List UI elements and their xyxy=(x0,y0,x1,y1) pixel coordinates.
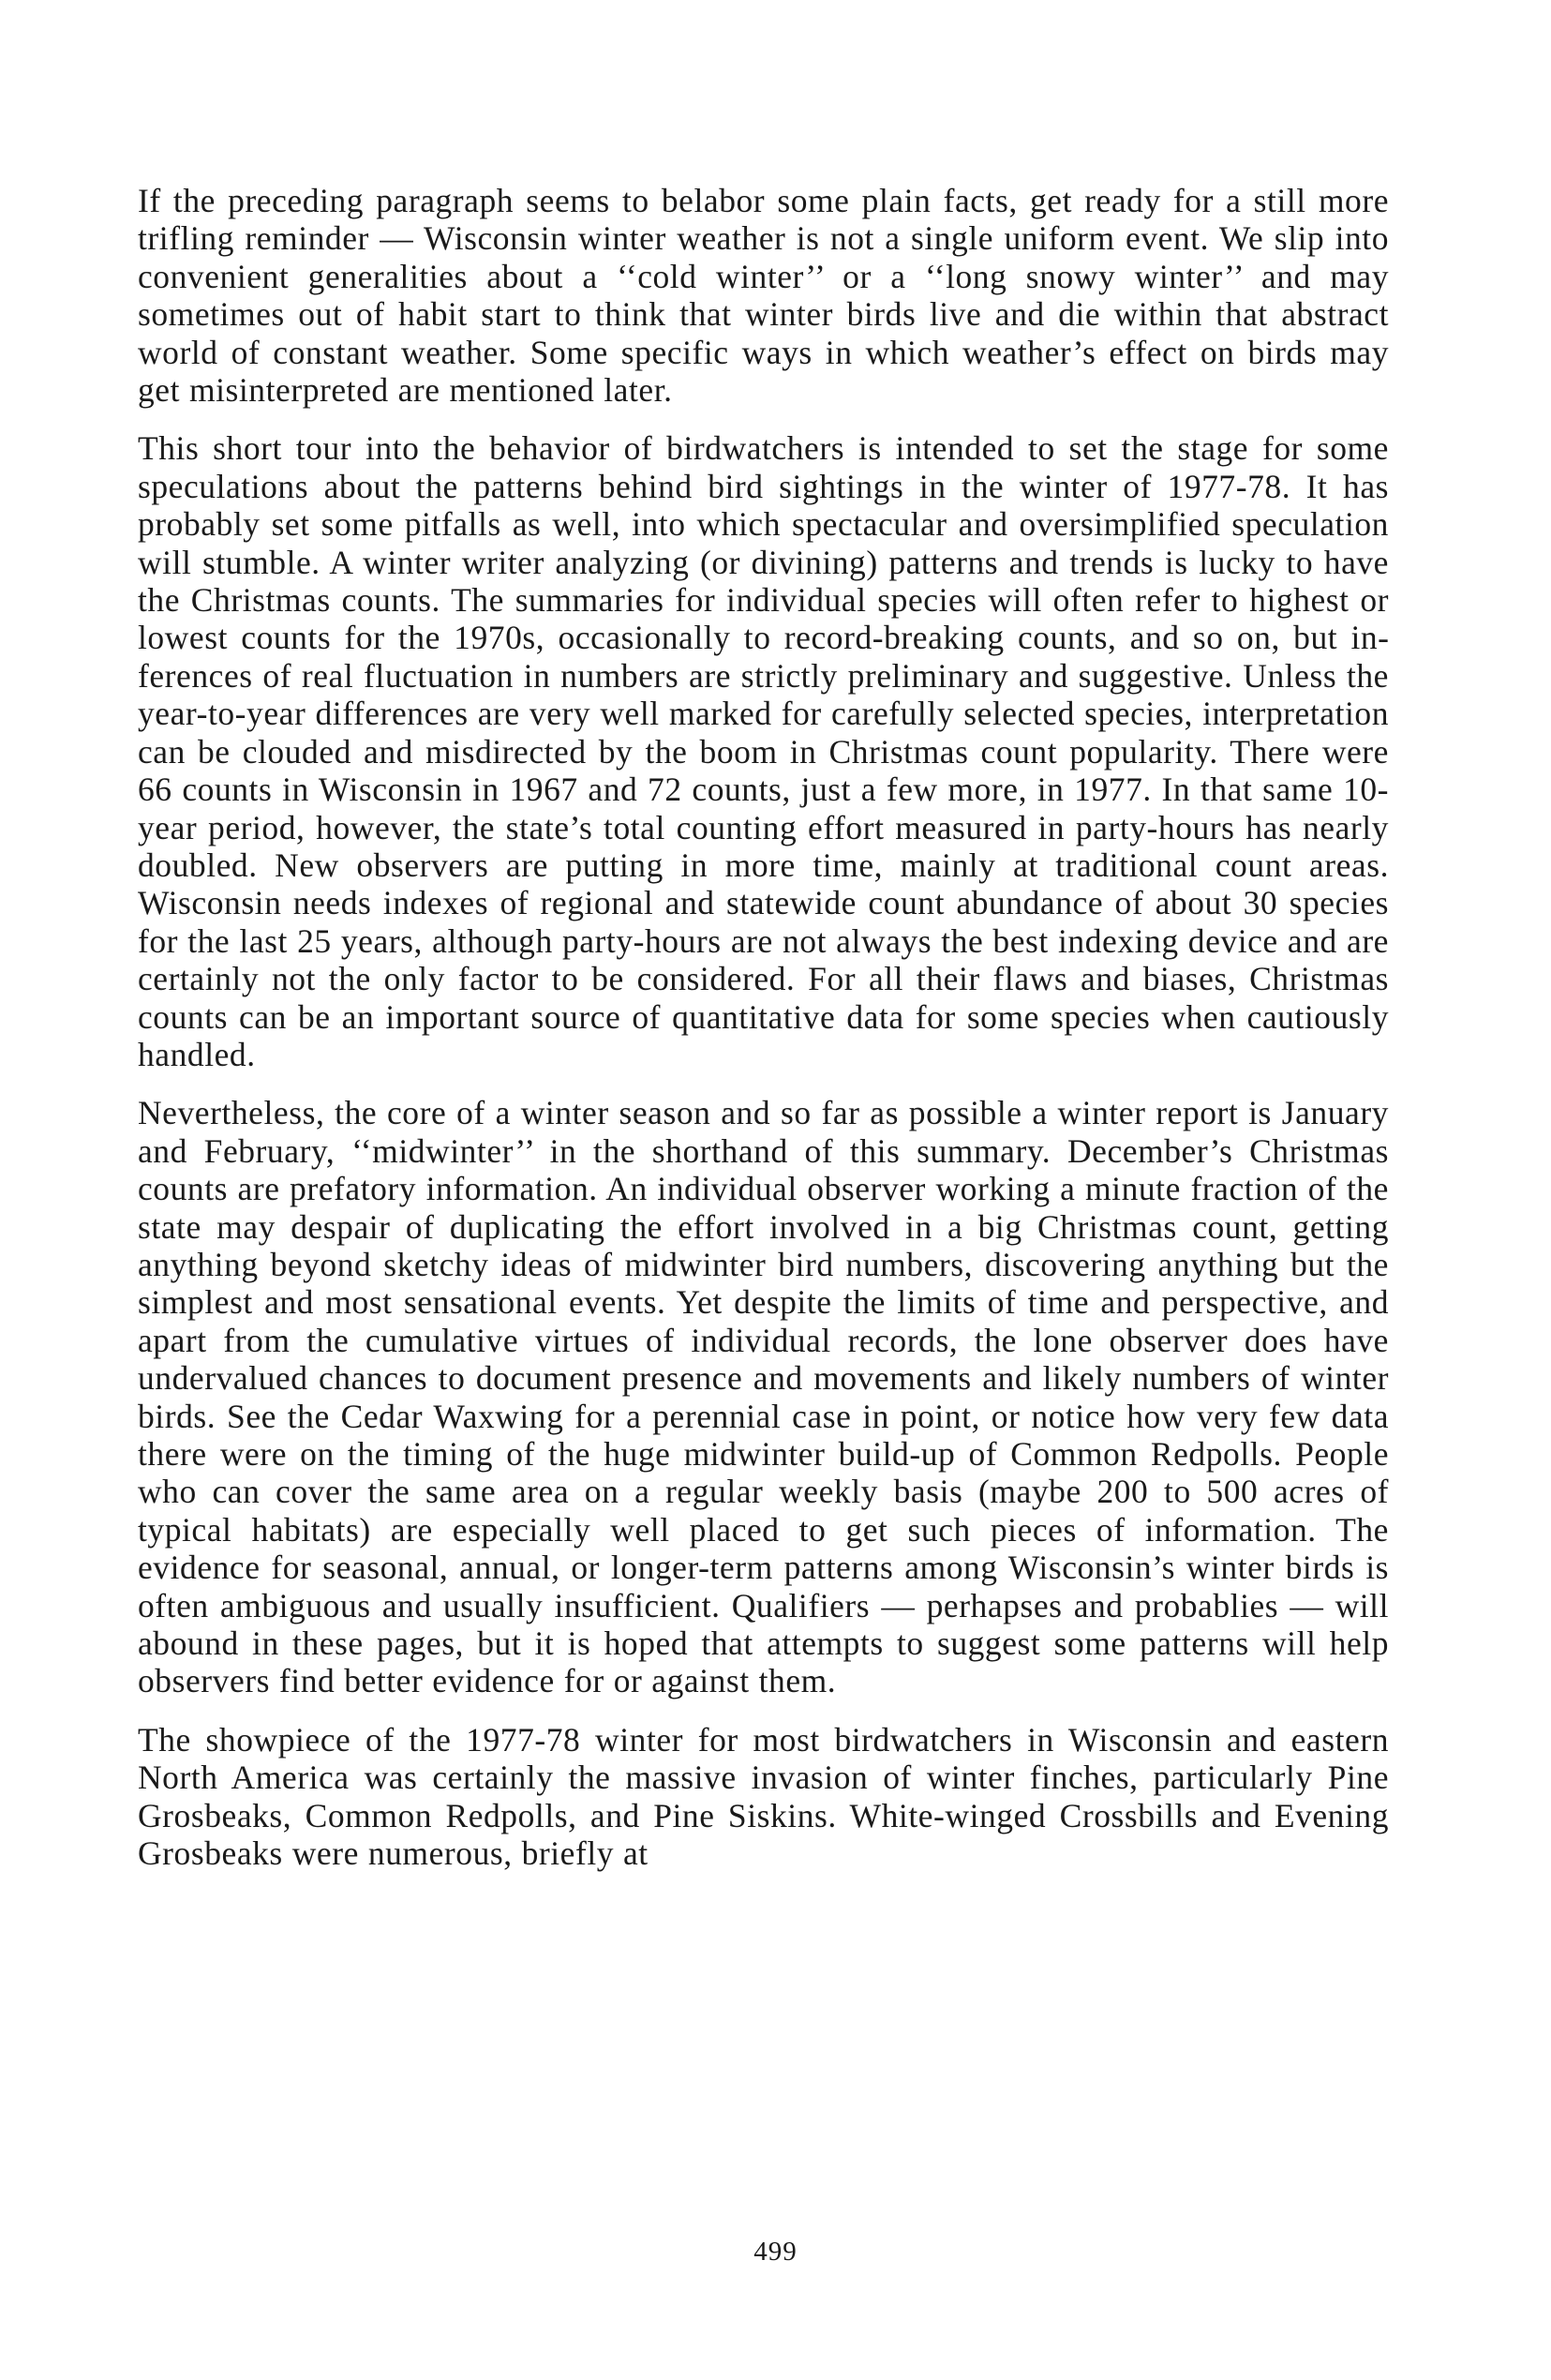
paragraph-midwinter: Nevertheless, the core of a winter season and so far as possible a winter report is January and February, ‘‘midwinter’’ in the shorthand of this summary. December’s Christmas counts are prefatory information. An individual observer working a minute fraction of the state may despair of duplicating the effort involved in a big Christmas count, getting anything beyond sketchy ideas of midwinter bird numbers, discovering anything but the simplest and most sensational events. Yet despite the limits of time and perspective, and apart from the cumulative virtues of individual records, the lone observer does have undervalued chances to document presence and movements and likely numbers of winter birds. See the Cedar Waxwing for a perennial case in point, or notice how very few data there were on the timing of the huge midwinter build-up of Common Redpolls. People who can cover the same area on a regular weekly basis (maybe 200 to 500 acres of typical habitats) are especially well placed to get such pieces of information. The evidence for seasonal, annual, or longer-term patterns among Wisconsin’s winter birds is often ambiguous and usually insufficient. Qualifiers — perhapses and probablies — will abound in these pages, but it is hoped that attempts to suggest some patterns will help observers find better evidence for or against them. xyxy=(138,1094,1389,1700)
paragraph-finch-invasion: The showpiece of the 1977-78 winter for most birdwatchers in Wisconsin and eastern North America was certainly the massive invasion of winter finches, particularly Pine Grosbeaks, Common Redpolls, and Pine Siskins. White-winged Crossbills and Evening Grosbeaks were numerous, briefly at xyxy=(138,1720,1389,1873)
paragraph-christmas-counts: This short tour into the behavior of birdwatchers is intended to set the stage for some speculations about the patterns behind bird sightings in the winter of 1977-78. It has probably set some pitfalls as well, into which spectacular and oversimplified speculation will stumble. A winter writer analyzing (or divining) patterns and trends is lucky to have the Christmas counts. The summaries for individual species will often refer to highest or lowest counts for the 1970s, occasionally to record-breaking counts, and so on, but inferences of real fluctuation in numbers are strictly preliminary and suggestive. Unless the year-to-year differences are very well marked for carefully selected species, interpretation can be clouded and misdirected by the boom in Christmas count popularity. There were 66 counts in Wisconsin in 1967 and 72 counts, just a few more, in 1977. In that same 10-year period, however, the state’s total counting effort measured in party-hours has nearly doubled. New observers are putting in more time, mainly at traditional count areas. Wisconsin needs indexes of regional and statewide count abundance of about 30 species for the last 25 years, although party-hours are not always the best indexing device and are certainly not the only factor to be considered. For all their flaws and biases, Christmas counts can be an important source of quantitative data for some species when cautiously handled. xyxy=(138,429,1389,1073)
page-number: 499 xyxy=(753,2237,798,2267)
paragraph-weather: If the preceding paragraph seems to belabor some plain facts, get ready for a still more trifling reminder — Wisconsin winter weather is not a single uniform event. We slip into convenient generalities about a ‘‘cold winter’’ or a ‘‘long snowy winter’’ and may sometimes out of habit start to think that winter birds live and die within that abstract world of constant weather. Some specific ways in which weather’s effect on birds may get misinterpreted are mentioned later. xyxy=(138,182,1389,410)
page-body xyxy=(138,182,1389,1893)
